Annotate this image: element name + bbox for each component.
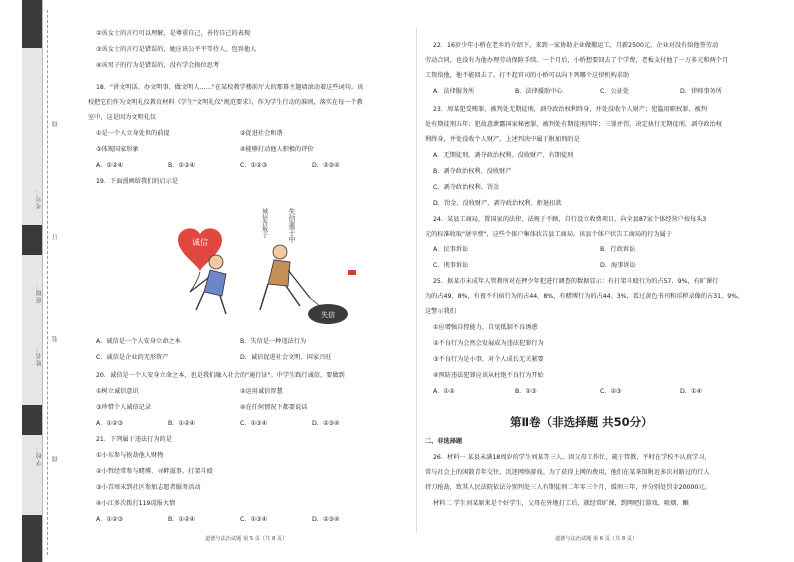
choice: B．①③ [515,388,537,395]
seal-marker: 线 [52,455,59,462]
section-label: 二、非选择题 [425,438,463,445]
section-heading: 第Ⅱ卷（非选择题 共50分） [510,415,653,429]
question-20: 20．诚信是一个人安身立命之本，也是我们融入社会的"通行证"。中学生践行诚信，要做到 [96,372,345,379]
exam-number-label: 考号： [36,188,43,209]
option: ③小青周末到社区参加志愿者服务活动 [96,484,201,491]
question-18: 18．"讲文明话、办文明事、做文明人……"在某校教学楼前厅大的那幕主题墙滚动着这些词句。该 [96,84,364,91]
cartoon-illustration [160,200,360,330]
choice: D．②③④ [312,420,340,427]
choice: B．法律援助中心 [515,88,563,95]
binding-dark-segment [22,405,42,435]
option: D．海事诉讼 [600,262,636,269]
option: C．刑事诉讼 [433,262,469,269]
text-line: 材料二 学生刘某原来是个好学生，父母在外地打工后，就经常旷课，到网吧打游戏，吸烟、酗 [433,500,689,507]
option: ②促进社会和谐 [240,130,283,137]
choice: B．①③④ [168,162,196,169]
option: A．民事诉讼 [433,246,469,253]
seal-marker: 线 [52,120,59,127]
cartoon-caption: 城信背叛于 [260,208,268,238]
option: ①树立诚信意识 [96,388,139,395]
text-line: 利终身，并处没收个人财产。上述判决中属于附加刑的是 [425,136,580,143]
option: ③体现国家形象 [96,146,139,153]
option: C．剥夺政治权利、罚金 [433,184,500,191]
seal-stamp-icon [348,270,356,275]
text-line: 工资给他，他不能回去了。打不起官司的小桥可以向下列哪个这律机构求助 [425,72,630,79]
choice: C．①③④ [240,516,268,523]
balloon-label: 诚信 [192,238,208,247]
seal-marker: 订 [52,233,59,240]
option: ④能够打动他人积极的评价 [240,146,314,153]
cartoon-caption: 失信重于中 [288,208,296,243]
option: B．剥夺政治权利、没收财产 [433,168,512,175]
option: ④小江多次拨打119谎报火情 [96,500,176,507]
question-26: 26．材料一 某县未满18周岁的学生刘某等三人，因父母工作忙，疏于管教，平时在学校不认真学习， [433,454,711,461]
school-label: 学校： [36,445,43,466]
choice: A．①②④ [96,162,124,169]
choice: D．②③④ [312,516,340,523]
choice: D．①④ [680,388,703,395]
text-line: 元的标准收取"屠宰费"，这些个体户集体状告县工商局。该县个体户状告工商局的行为属于 [425,231,673,238]
text-line: 室中，这是因为文明礼仪 [88,114,157,121]
question-23: 23．周某犯受贿罪，被判处无期徒刑，剥夺政治权利终身，并处没收个人财产；犯滥用职权罪，被判 [433,106,707,113]
question-24: 24．某县工商局，置国家的法律、法规于不顾，自行设立收费项目，向全县87家个体经营户按每头3 [433,216,707,223]
text-line: 为的占49、8%，有夜不归宿行为的占44、8%，有赌博行为的占44、3%，看过黄色书刊和淫秽录像的占31、9%。 [425,293,744,300]
page-footer: 道德与法治试题 第 6 页（共 8 页） [555,536,638,542]
option: A．无期徒刑、剥夺政治权利、没收财产、有期徒刑 [433,152,574,159]
choice: A．①② [433,388,455,395]
option: ②不良行为会然会发展成为违法犯罪行为 [433,340,544,347]
question-22: 22．16岁少年小桥在老乡的介绍下，来到一家协助企业做搬运工，月薪2500元，企业对没有给他签劳动 [433,42,719,49]
choice: C．①③④ [240,420,268,427]
choice: A．法律服务所 [433,88,475,95]
text-line: 持刀抢劫，致其人民法院依法分别判处三人有期徒刑二年零三个月，缓刑三年，并分别处罚金20000元。 [425,484,711,491]
option: D．罚金、没收财产、剥夺政治权利、拒退扣款 [433,200,562,207]
option: ④在任何情况下都要说话 [240,404,308,411]
option: C．诚信是企业的无形资产 [96,354,169,361]
text-line: ②该女士的言行可以理解，是尊重自己，善待自己的表现 [96,30,251,37]
option: ④预防违法犯罪应该从杜绝不良行为开始 [433,372,544,379]
question-25: 25．据某市未成年人管教所对在押少年犯进行调查的数据显示：有打架斗殴行为的占57、9%，有旷课行 [433,278,719,285]
choice: A．①②③ [96,420,124,427]
text-line: 这警示我们 [425,308,456,315]
binding-dark-segment [22,0,42,48]
option: D．诚信促进社会文明、国家兴旺 [240,354,332,361]
question-19: 19．下面漫画给我们的启示是 [96,178,179,185]
option: A．诚信是一个人安身立命之本 [96,338,181,345]
choice: C．公证处 [600,88,630,95]
seal-line [47,10,48,555]
seal-marker: 装 [52,335,59,342]
option: ①应增强自控能力，自觉抵制不良诱惑 [433,324,538,331]
page-divider [416,28,417,533]
name-label: 姓名： [36,345,43,366]
option: ②小哲经常参与赌博、寻衅滋事、打架斗殴 [96,468,213,475]
option: ②运用诚信智慧 [240,388,283,395]
class-label: 班级： [36,282,43,303]
option: B．失信是一种违法行为 [240,338,307,345]
text-line: ③该女士的言行是错误的，她应该公平平等待人、包容他人 [96,46,257,53]
question-21: 21．下列属于违法行为的是 [96,436,172,443]
choice: B．①②④ [168,516,196,523]
choice: C．①②③ [240,162,268,169]
option: B．行政诉讼 [600,246,636,253]
bag-label: 失信 [321,311,335,319]
binding-dark-segment [22,225,42,255]
text-line: 校把它们作为文明礼仪教育材料《学生"文明礼仪"规范要求》，作为学生行动的准则，落实在每一个教 [88,99,363,106]
choice: C．②③ [600,388,622,395]
text-line: 处有期徒刑五年；犯故意泄露国家秘密罪，被判处有期徒刑四年；三罪并罚，决定执行无期徒刑，剥夺政治权 [425,121,722,128]
option: ①是一个人立身处世的前提 [96,130,170,137]
choice: B．①②④ [168,420,196,427]
choice: D．律师事务所 [680,88,722,95]
page-footer: 道德与法治试题 第 5 页（共 8 页） [205,536,288,542]
binding-dark-segment [22,515,42,562]
option: ③不良行为是小事，对个人成长无关紧要 [433,356,544,363]
choice: A．①②③ [96,516,124,523]
text-line: 常与社会上的闲散青年交往，沉迷网络游戏。为了获得上网的费用，他们在某茶馆附近多次对路过的行人 [425,469,710,476]
choice: D．②③④ [312,162,340,169]
text-line: ④该男子的行为是错误的，没有学会换位思考 [96,62,220,69]
text-line: 劳动合同，也没有为他办理劳动保险手续。一个月后，小桥想要回去了个学费，老板支付他了一万多元和两个月 [425,57,729,64]
option: ③珍惜个人诚信记录 [96,404,152,411]
binding-strip [22,0,43,562]
option: ①小东参与抢劫他人财物 [96,452,164,459]
